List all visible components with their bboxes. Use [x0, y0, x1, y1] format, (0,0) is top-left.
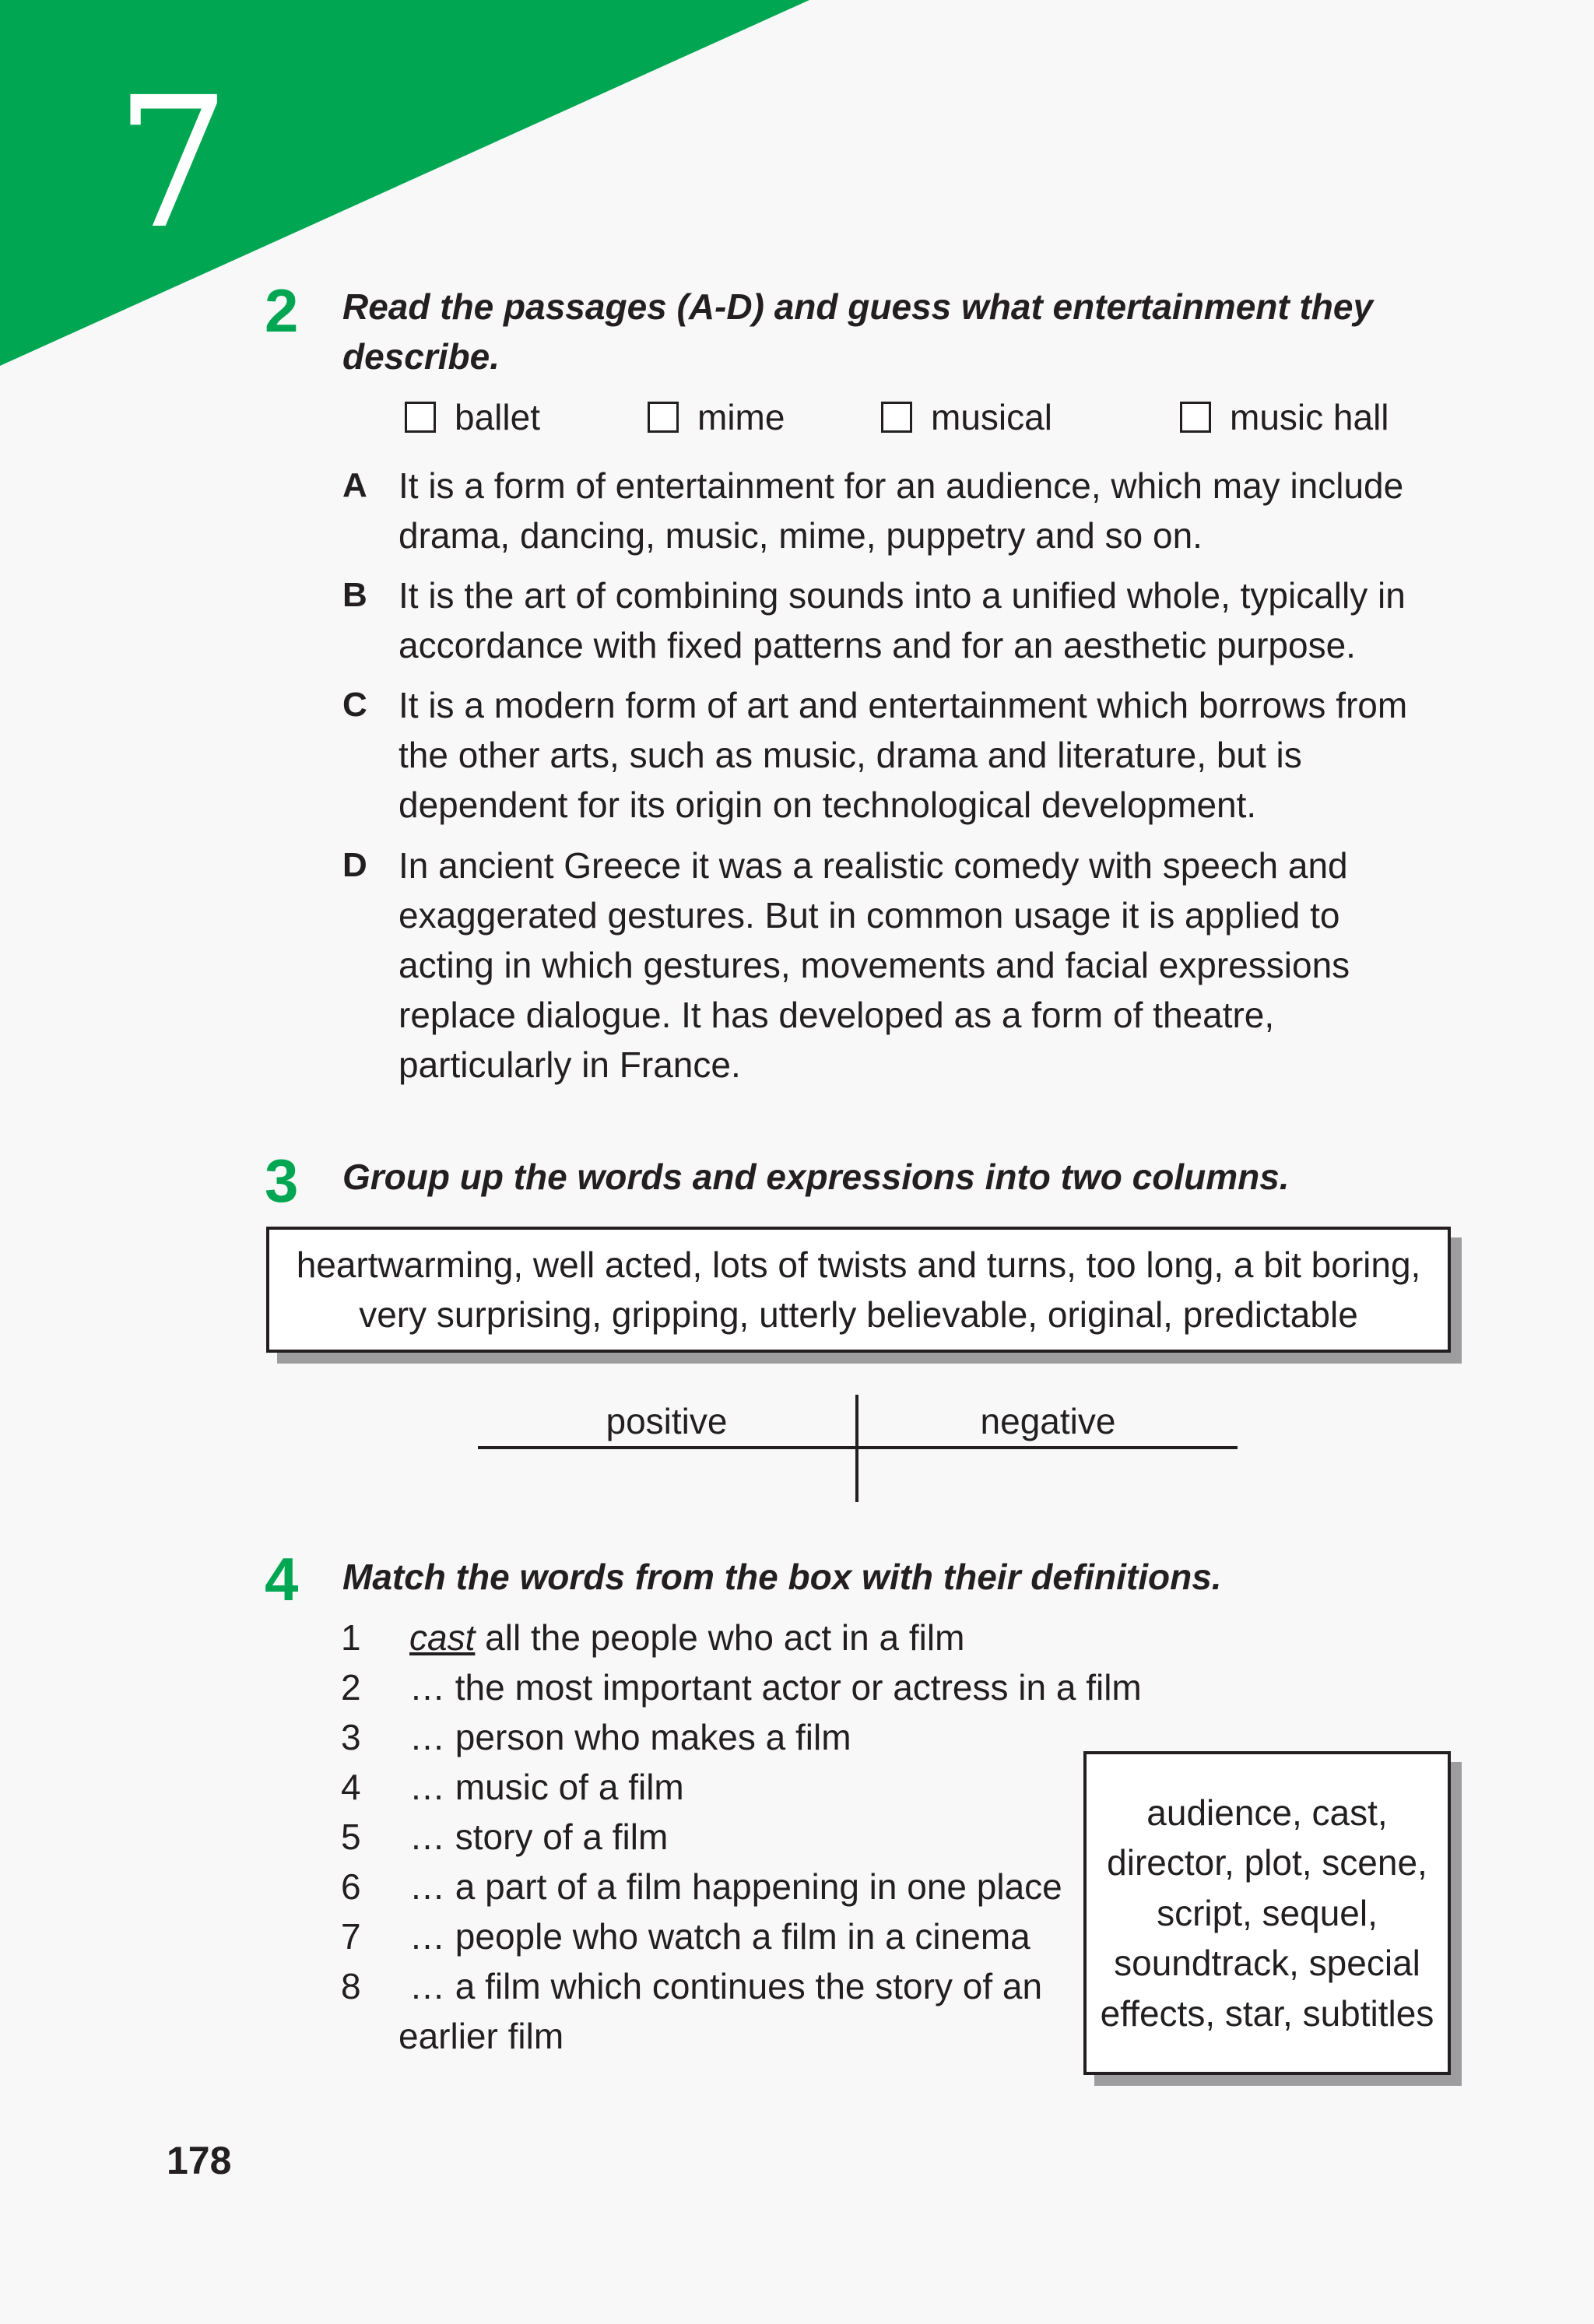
passage-a: [342, 461, 1479, 560]
option-label: music hall: [1230, 397, 1389, 437]
expressions-list: heartwarming, well acted, lots of twists and turns, too long, a bit boring, very surprising, gripping, utterly believable, original, predictable: [296, 1244, 1421, 1335]
passage-letter: B: [342, 576, 367, 614]
definition-text: … the most important actor or actress in a film: [409, 1667, 1142, 1708]
definition-text: … person who makes a film: [409, 1717, 851, 1757]
definition-text: … people who watch a film in a cinema: [409, 1916, 1030, 1957]
definition-number: 4: [341, 1767, 361, 1807]
exercise-3-instruction: Group up the words and expressions into two columns.: [342, 1157, 1290, 1197]
expressions-box: [266, 1227, 1451, 1353]
column-header-positive: positive: [606, 1401, 728, 1441]
definition-number: 6: [341, 1866, 361, 1907]
vocabulary-box: [1083, 1751, 1451, 2075]
passage-b: [342, 570, 1479, 670]
passage-text: It is the art of combining sounds into a unified whole, typically in accordance with fixed patterns and for an aesthetic purpose.: [398, 575, 1406, 665]
definition-number: 2: [341, 1667, 361, 1708]
table-vertical-rule: [855, 1395, 858, 1502]
passage-letter: A: [342, 466, 367, 504]
definition-number: 5: [341, 1817, 361, 1857]
unit-number: 7: [115, 58, 230, 269]
page-number: 178: [167, 2139, 232, 2182]
exercise-2-number: 2: [265, 276, 299, 345]
option-label: ballet: [455, 397, 540, 437]
exercise-3-number: 3: [265, 1146, 299, 1215]
vocabulary-list: audience, cast, director, plot, scene, script, sequel, soundtrack, special effects, star, subtitles: [1100, 1792, 1434, 2034]
option-label: musical: [931, 397, 1052, 437]
passage-c: [342, 680, 1479, 830]
definition-number: 3: [341, 1717, 361, 1757]
exercise-4-instruction: Match the words from the box with their definitions.: [342, 1557, 1222, 1597]
checkbox-musical[interactable]: [881, 402, 912, 433]
definition-number: 7: [341, 1916, 361, 1957]
exercise-2-instruction: Read the passages (A-D) and guess what entertainment they describe.: [342, 286, 1374, 377]
option-music-hall[interactable]: [1180, 395, 1389, 439]
definition-text: … a film which continues the story of an: [409, 1966, 1043, 2006]
checkbox-mime[interactable]: [648, 402, 679, 433]
passage-letter: C: [342, 686, 367, 724]
definition-text-continued: earlier film: [398, 2016, 564, 2056]
passage-text: It is a form of entertainment for an audience, which may include drama, dancing, music, mime, puppetry and so on.: [398, 465, 1404, 556]
passage-d: [342, 841, 1479, 1090]
definition-text: … story of a film: [409, 1817, 669, 1857]
option-ballet[interactable]: [405, 395, 540, 439]
option-musical[interactable]: [881, 395, 1052, 439]
exercise-4-number: 4: [265, 1545, 299, 1613]
passage-text: It is a modern form of art and entertainment which borrows from the other arts, such as music, drama and literature, but is dependent for its origin on technological development.: [398, 685, 1408, 825]
definition-body: all the people who act in a film: [475, 1617, 965, 1658]
passage-text: In ancient Greece it was a realistic comedy with speech and exaggerated gestures. But in common usage it is applied to acting in which gestures, movements and facial expressions replace dialogue. It has developed as a form of theatre, particularly in France.: [398, 845, 1350, 1085]
definition-text: [409, 1613, 964, 1662]
definition-text: … a part of a film happening in one place: [409, 1866, 1062, 1907]
definition-number: 8: [341, 1966, 361, 2006]
checkbox-ballet[interactable]: [405, 402, 436, 433]
passage-letter: D: [342, 846, 367, 884]
checkbox-music-hall[interactable]: [1180, 402, 1211, 433]
column-header-negative: negative: [980, 1401, 1116, 1441]
definition-text: … music of a film: [409, 1767, 684, 1807]
example-answer: cast: [409, 1617, 476, 1658]
option-mime[interactable]: [648, 395, 785, 439]
option-label: mime: [697, 397, 785, 437]
definition-number: 1: [341, 1617, 361, 1658]
entertainment-options: [0, 395, 1594, 439]
